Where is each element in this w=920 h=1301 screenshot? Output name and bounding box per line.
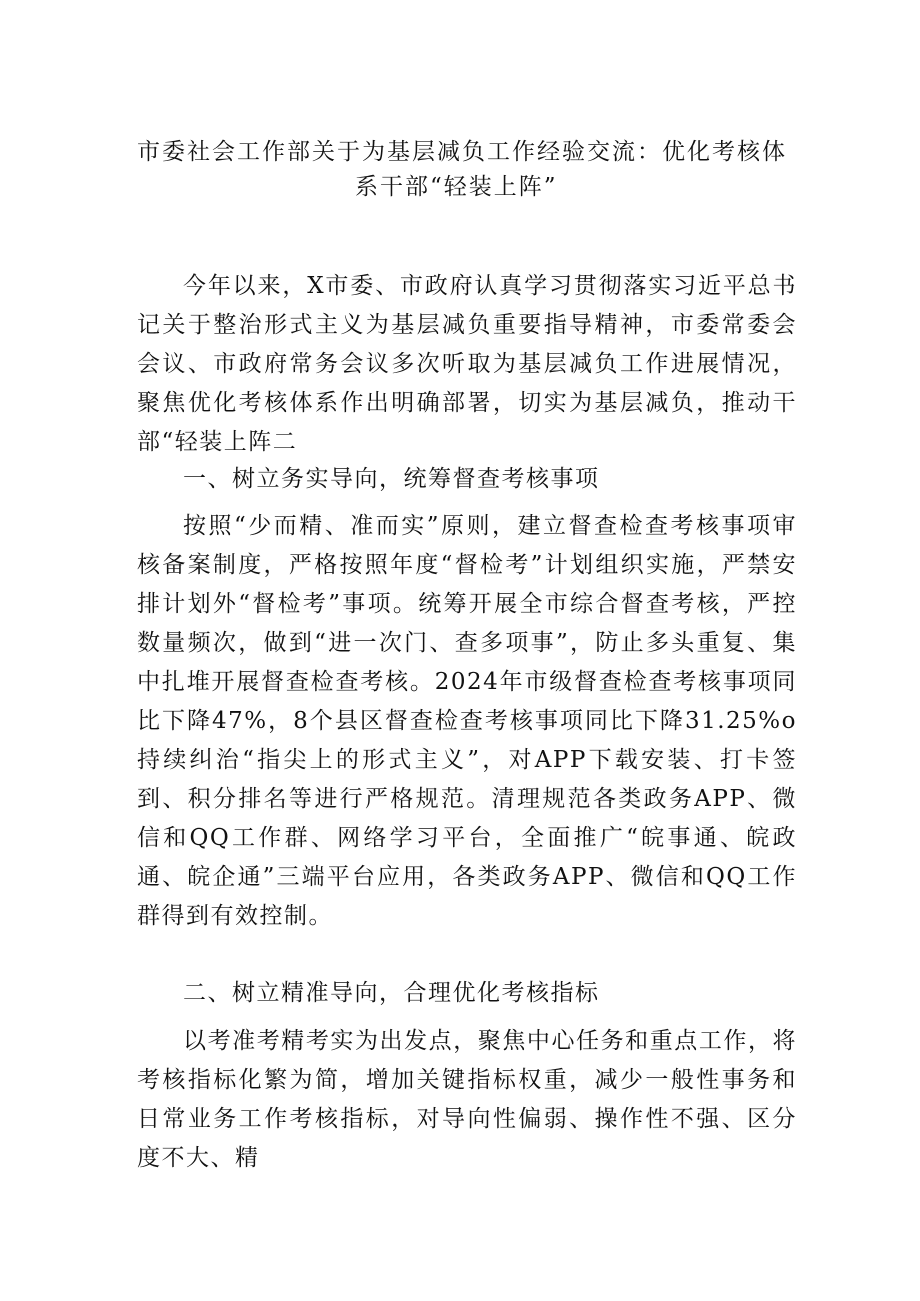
- section-2-heading: 二、树立精准导向，合理优化考核指标: [183, 980, 600, 1006]
- section-2-paragraph: 以考准考精考实为出发点，聚焦中心任务和重点工作，将考核指标化繁为简，增加关键指标权重，减少一般性事务和日常业务工作考核指标，对导向性偏弱、操作性不强、区分度不大、精: [137, 1028, 797, 1171]
- section-1-heading: 一、树立务实导向，统筹督查考核事项: [183, 466, 600, 492]
- intro-paragraph: 今年以来，X市委、市政府认真学习贯彻落实习近平总书记关于整治形式主义为基层减负重要指导精神，市委常委会会议、市政府常务会议多次听取为基层减负工作进展情况，聚焦优化考核体系作出明确部署，切实为基层减负，推动干部“轻装上阵二: [137, 273, 797, 455]
- section-1-paragraph: 按照“少而精、准而实”原则，建立督查检查考核事项审核备案制度，严格按照年度“督检考”计划组织实施，严禁安排计划外“督检考”事项。统筹开展全市综合督查考核，严控数量频次，做到“进一次门、查多项事”，防止多头重复、集中扎堆开展督查检查考核。2024年市级督查检查考核事项同比下降47%，8个县区督查检查考核事项同比下降31.25%o持续纠治“指尖上的形式主义”，对APP下载安装、打卡签到、积分排名等进行严格规范。清理规范各类政务APP、微信和QQ工作群、网络学习平台，全面推广“皖事通、皖政通、皖企通”三端平台应用，各类政务APP、微信和QQ工作群得到有效控制。: [137, 513, 797, 929]
- document-title-line-2: 系干部“轻装上阵”: [355, 174, 558, 200]
- document-title-line-1: 市委社会工作部关于为基层减负工作经验交流：优化考核体: [137, 139, 787, 165]
